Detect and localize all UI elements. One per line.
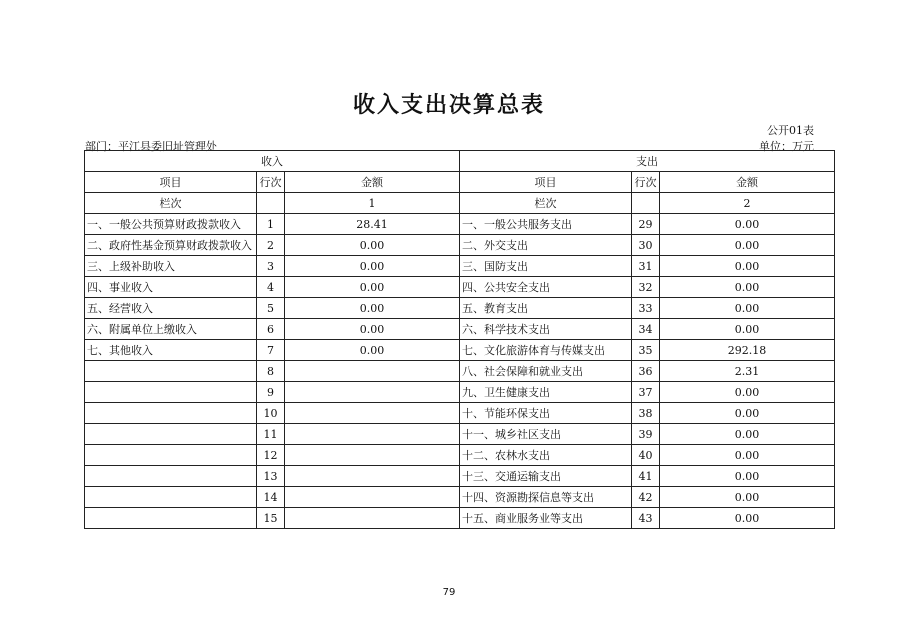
income-amount-cell [285,424,460,445]
expense-amount-cell: 0.00 [660,277,835,298]
expense-item-cell: 六、科学技术支出 [460,319,632,340]
expense-amount-cell: 0.00 [660,445,835,466]
expense-item-cell: 十三、交通运输支出 [460,466,632,487]
expense-item-cell: 十、节能环保支出 [460,403,632,424]
table-row [85,382,835,403]
department-label: 部门：平江县委旧址管理处 [85,140,217,153]
empty-cell [632,193,660,214]
expense-item-cell: 十二、农林水支出 [460,445,632,466]
income-amount-cell: 0.00 [285,235,460,256]
expense-item-cell: 二、外交支出 [460,235,632,256]
expense-section-header: 支出 [460,151,835,172]
expense-item-cell: 七、文化旅游体育与传媒支出 [460,340,632,361]
expense-item-cell: 八、社会保障和就业支出 [460,361,632,382]
income-rowno-cell: 11 [257,424,285,445]
expense-amount-cell: 0.00 [660,466,835,487]
income-item-cell [85,361,257,382]
income-colno-value: 1 [285,193,460,214]
income-amount-cell: 28.41 [285,214,460,235]
income-amount-cell: 0.00 [285,319,460,340]
table-row [85,298,835,319]
header-row-sections [85,151,835,172]
expense-amount-cell: 0.00 [660,214,835,235]
expense-amount-cell: 0.00 [660,508,835,529]
income-amount-cell [285,466,460,487]
income-rowno-cell: 8 [257,361,285,382]
expense-item-cell: 九、卫生健康支出 [460,382,632,403]
expense-rowno-cell: 33 [632,298,660,319]
income-rowno-cell: 9 [257,382,285,403]
income-rowno-cell: 12 [257,445,285,466]
income-amount-cell [285,508,460,529]
page-number: 79 [442,587,456,598]
income-amount-cell: 0.00 [285,256,460,277]
income-section-header: 收入 [85,151,460,172]
expense-item-cell: 三、国防支出 [460,256,632,277]
table-row [85,214,835,235]
expense-rowno-cell: 43 [632,508,660,529]
expense-item-cell: 十五、商业服务业等支出 [460,508,632,529]
income-amount-header: 金额 [285,172,460,193]
income-item-cell: 七、其他收入 [85,340,257,361]
expense-item-header: 项目 [460,172,632,193]
income-item-cell: 四、事业收入 [85,277,257,298]
expense-rowno-cell: 35 [632,340,660,361]
table-row [85,256,835,277]
income-rowno-cell: 1 [257,214,285,235]
income-rowno-cell: 14 [257,487,285,508]
table-row [85,403,835,424]
expense-item-cell: 四、公共安全支出 [460,277,632,298]
expense-amount-cell: 0.00 [660,424,835,445]
income-rowno-cell: 5 [257,298,285,319]
income-item-cell: 二、政府性基金预算财政拨款收入 [85,235,257,256]
expense-amount-cell: 0.00 [660,382,835,403]
income-rowno-cell: 15 [257,508,285,529]
unit-label: 单位：万元 [759,140,814,153]
expense-rowno-cell: 37 [632,382,660,403]
expense-rowno-cell: 29 [632,214,660,235]
expense-amount-cell: 2.31 [660,361,835,382]
income-rowno-cell: 7 [257,340,285,361]
income-amount-cell [285,382,460,403]
expense-amount-cell: 0.00 [660,319,835,340]
table-row [85,235,835,256]
expense-item-cell: 十四、资源勘探信息等支出 [460,487,632,508]
income-rowno-cell: 2 [257,235,285,256]
income-item-cell [85,445,257,466]
expense-rowno-cell: 31 [632,256,660,277]
expense-rowno-cell: 36 [632,361,660,382]
expense-colno-value: 2 [660,193,835,214]
income-item-cell: 三、上级补助收入 [85,256,257,277]
expense-rowno-cell: 41 [632,466,660,487]
expense-rowno-header: 行次 [632,172,660,193]
empty-cell [257,193,285,214]
expense-item-cell: 一、一般公共服务支出 [460,214,632,235]
expense-amount-cell: 0.00 [660,235,835,256]
income-item-cell [85,487,257,508]
header-row-columns [85,172,835,193]
income-rowno-cell: 6 [257,319,285,340]
income-item-cell: 六、附属单位上缴收入 [85,319,257,340]
income-amount-cell [285,403,460,424]
expense-rowno-cell: 38 [632,403,660,424]
table-row [85,277,835,298]
expense-amount-cell: 292.18 [660,340,835,361]
income-item-header: 项目 [85,172,257,193]
table-row [85,466,835,487]
income-expense-table [84,150,835,529]
expense-colno-label: 栏次 [460,193,632,214]
table-row [85,487,835,508]
income-amount-cell [285,445,460,466]
table-row [85,319,835,340]
income-item-cell [85,508,257,529]
income-item-cell: 五、经营收入 [85,298,257,319]
income-item-cell: 一、一般公共预算财政拨款收入 [85,214,257,235]
page-title: 收入支出决算总表 [352,93,545,118]
expense-amount-cell: 0.00 [660,487,835,508]
expense-amount-header: 金额 [660,172,835,193]
expense-rowno-cell: 39 [632,424,660,445]
income-rowno-cell: 4 [257,277,285,298]
expense-rowno-cell: 40 [632,445,660,466]
table-row [85,508,835,529]
income-item-cell [85,424,257,445]
income-amount-cell: 0.00 [285,340,460,361]
expense-rowno-cell: 42 [632,487,660,508]
expense-item-cell: 五、教育支出 [460,298,632,319]
income-rowno-cell: 3 [257,256,285,277]
form-number: 公开01表 [767,124,814,137]
income-item-cell [85,382,257,403]
income-rowno-cell: 13 [257,466,285,487]
income-colno-label: 栏次 [85,193,257,214]
income-item-cell [85,466,257,487]
table-row [85,340,835,361]
expense-rowno-cell: 30 [632,235,660,256]
expense-amount-cell: 0.00 [660,403,835,424]
expense-amount-cell: 0.00 [660,298,835,319]
header-row-column-numbers [85,193,835,214]
income-item-cell [85,403,257,424]
income-rowno-cell: 10 [257,403,285,424]
table-row [85,445,835,466]
income-amount-cell [285,487,460,508]
table-row [85,361,835,382]
expense-rowno-cell: 34 [632,319,660,340]
expense-rowno-cell: 32 [632,277,660,298]
income-amount-cell [285,361,460,382]
expense-item-cell: 十一、城乡社区支出 [460,424,632,445]
income-rowno-header: 行次 [257,172,285,193]
income-amount-cell: 0.00 [285,277,460,298]
income-amount-cell: 0.00 [285,298,460,319]
table-row [85,424,835,445]
expense-amount-cell: 0.00 [660,256,835,277]
